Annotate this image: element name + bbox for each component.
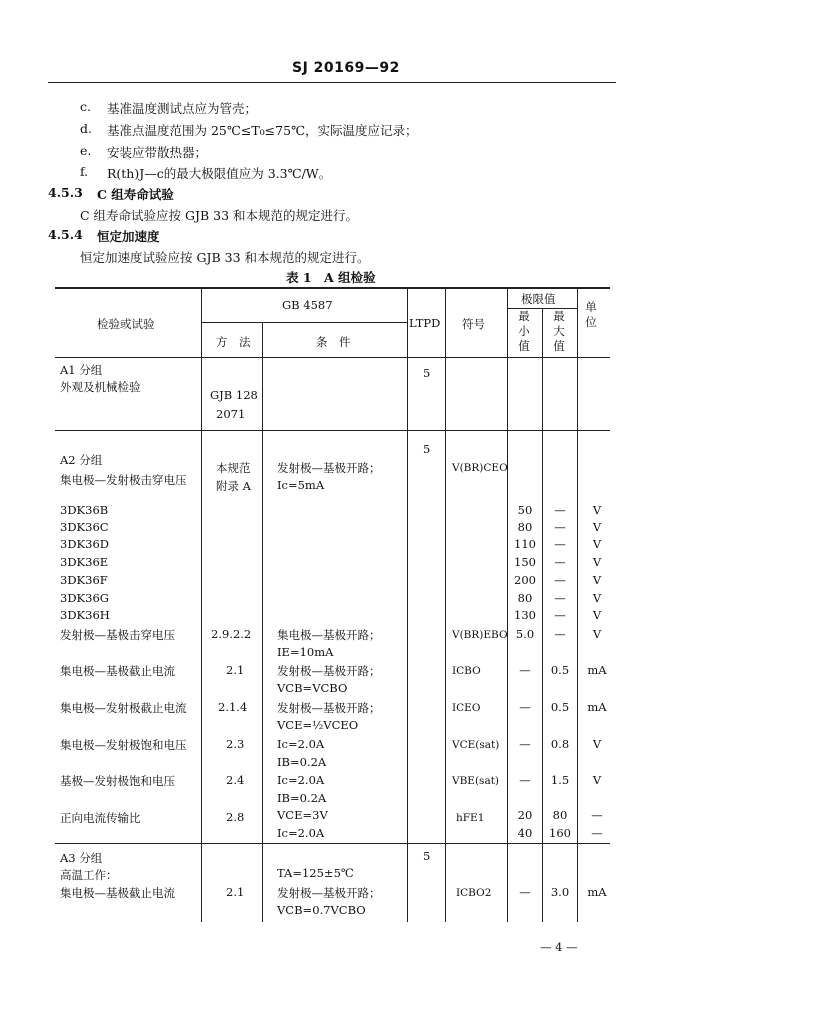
- icbo-unit: mA: [587, 663, 607, 677]
- type-3dk36d-unit: V: [592, 537, 602, 551]
- item-c-mark: c.: [80, 99, 91, 114]
- iceo-cond-2: VCE=½VCEO: [277, 718, 359, 732]
- bvebo-symbol: V(BR)EBO: [452, 629, 508, 641]
- type-3dk36d-max: —: [554, 537, 566, 551]
- bvebo-name: 发射极—基极击穿电压: [60, 628, 175, 642]
- vbesat-unit: V: [592, 773, 602, 787]
- icbo-cond-2: VCB=VCBO: [277, 681, 348, 695]
- header-unit: 单位: [585, 300, 597, 329]
- vbesat-min: —: [519, 773, 531, 787]
- vcesat-cond-1: Ic=2.0A: [277, 737, 325, 751]
- iceo-unit: mA: [587, 700, 607, 714]
- vcesat-cond-2: IB=0.2A: [277, 755, 327, 769]
- section-453-body: C 组寿命试验应按 GJB 33 和本规范的规定进行。: [80, 208, 359, 223]
- iceo-min: —: [519, 700, 531, 714]
- bvebo-method: 2.9.2.2: [211, 627, 252, 641]
- item-e-mark: e.: [80, 143, 92, 158]
- type-3dk36e-max: —: [554, 555, 566, 569]
- type-3dk36e-unit: V: [592, 555, 602, 569]
- vcesat-name: 集电极—发射极饱和电压: [60, 738, 187, 752]
- col-divider: [262, 322, 263, 922]
- bvceo-symbol: V(BR)CEO: [452, 462, 508, 474]
- vbesat-cond-1: Ic=2.0A: [277, 773, 325, 787]
- vcesat-symbol: VCE(sat): [452, 739, 500, 751]
- type-3dk36b-min: 50: [517, 503, 533, 517]
- header-max: 最大值: [553, 309, 565, 353]
- bvebo-min: 5.0: [515, 627, 535, 641]
- vcesat-max: 0.8: [550, 737, 570, 751]
- header-test: 检验或试验: [97, 317, 155, 331]
- col-divider: [577, 287, 578, 922]
- hfe-cond-1: VCE=3V: [277, 808, 328, 822]
- section-454-number: 4.5.4: [48, 227, 83, 242]
- type-3dk36f: 3DK36F: [60, 573, 108, 587]
- vcesat-unit: V: [592, 737, 602, 751]
- iceo-name: 集电极—发射极截止电流: [60, 701, 187, 715]
- vbesat-method: 2.4: [226, 773, 245, 787]
- a1-ltpd: 5: [423, 366, 431, 380]
- hfe-min-2: 40: [517, 826, 533, 840]
- a3-temperature-condition: TA=125±5℃: [277, 866, 354, 880]
- a3-icbo-unit: mA: [587, 885, 607, 899]
- type-3dk36b: 3DK36B: [60, 503, 109, 517]
- hfe-symbol: hFE1: [456, 812, 485, 824]
- icbo-name: 集电极—基极截止电流: [60, 664, 175, 678]
- vbesat-cond-2: IB=0.2A: [277, 791, 327, 805]
- type-3dk36h: 3DK36H: [60, 608, 110, 622]
- hfe-method: 2.8: [226, 810, 245, 824]
- a3-group: A3 分组: [60, 851, 103, 865]
- bvebo-cond-2: IE=10mA: [277, 645, 334, 659]
- a3-subheading: 高温工作：: [60, 868, 118, 882]
- a3-icbo-cond-1: 发射极—基极开路；: [277, 886, 381, 900]
- type-3dk36f-max: —: [554, 573, 566, 587]
- type-3dk36g-unit: V: [592, 591, 602, 605]
- iceo-method: 2.1.4: [218, 700, 248, 714]
- type-3dk36h-min: 130: [514, 608, 536, 622]
- gb-subheader-rule: [202, 322, 407, 323]
- a1-bottom-rule: [55, 430, 610, 431]
- header-condition: 条 件: [316, 335, 351, 349]
- hfe-min-1: 20: [517, 808, 533, 822]
- icbo-max: 0.5: [550, 663, 570, 677]
- bvebo-unit: V: [592, 627, 602, 641]
- header-ltpd: LTPD: [409, 316, 441, 330]
- header-symbol: 符号: [462, 317, 485, 331]
- type-3dk36b-unit: V: [592, 503, 602, 517]
- icbo-min: —: [519, 663, 531, 677]
- type-3dk36g-min: 80: [517, 591, 533, 605]
- bvceo-cond-1: 发射极—基极开路；: [277, 461, 381, 475]
- a3-ltpd: 5: [423, 849, 431, 863]
- item-f-mark: f.: [80, 164, 89, 179]
- a2-ltpd: 5: [423, 442, 431, 456]
- section-454-body: 恒定加速度试验应按 GJB 33 和本规范的规定进行。: [80, 250, 370, 265]
- vbesat-symbol: VBE(sat): [452, 775, 500, 787]
- a1-method-1: GJB 128: [210, 388, 258, 402]
- a1-method-2: 2071: [216, 407, 246, 421]
- type-3dk36b-max: —: [554, 503, 566, 517]
- type-3dk36h-unit: V: [592, 608, 602, 622]
- bvebo-cond-1: 集电极—基极开路；: [277, 628, 381, 642]
- header-gb: GB 4587: [282, 298, 333, 312]
- type-3dk36g: 3DK36G: [60, 591, 109, 605]
- type-3dk36c-min: 80: [517, 520, 533, 534]
- a3-icbo-symbol: ICBO2: [456, 887, 492, 899]
- type-3dk36e: 3DK36E: [60, 555, 109, 569]
- type-3dk36g-max: —: [554, 591, 566, 605]
- hfe-unit-2: —: [591, 826, 603, 840]
- type-3dk36h-max: —: [554, 608, 566, 622]
- iceo-symbol: ICEO: [452, 702, 481, 714]
- icbo-symbol: ICBO: [452, 665, 481, 677]
- vbesat-max: 1.5: [550, 773, 570, 787]
- item-e-text: 安装应带散热器；: [107, 145, 208, 160]
- a3-icbo-min: —: [519, 885, 531, 899]
- section-453-number: 4.5.3: [48, 185, 83, 200]
- a1-name: 外观及机械检验: [60, 380, 141, 394]
- item-d-text: 基准点温度范围为 25℃≤T₀≤75℃，实际温度应记录；: [107, 123, 418, 138]
- type-3dk36d-min: 110: [514, 537, 536, 551]
- iceo-cond-1: 发射极—基极开路；: [277, 701, 381, 715]
- a1-group: A1 分组: [60, 363, 103, 377]
- bvceo-method-1: 本规范: [216, 461, 251, 475]
- table-top-rule: [55, 287, 610, 289]
- header-rule: [48, 82, 616, 83]
- bvceo-cond-2: Ic=5mA: [277, 478, 325, 492]
- a3-icbo-cond-2: VCB=0.7VCBO: [277, 903, 366, 917]
- header-bottom-rule: [55, 357, 610, 358]
- hfe-name: 正向电流传输比: [60, 811, 141, 825]
- bvceo-method-2: 附录 A: [216, 479, 251, 493]
- a3-icbo-method: 2.1: [226, 885, 245, 899]
- page-number: — 4 —: [540, 940, 578, 954]
- icbo-method: 2.1: [226, 663, 245, 677]
- a3-icbo-name: 集电极—基极截止电流: [60, 886, 175, 900]
- bvceo-name: 集电极—发射极击穿电压: [60, 473, 187, 487]
- col-divider: [445, 287, 446, 922]
- type-3dk36c-unit: V: [592, 520, 602, 534]
- hfe-cond-2: Ic=2.0A: [277, 826, 325, 840]
- type-3dk36d: 3DK36D: [60, 537, 109, 551]
- type-3dk36f-min: 200: [514, 573, 536, 587]
- document-code: SJ 20169—92: [292, 60, 400, 76]
- type-3dk36c: 3DK36C: [60, 520, 109, 534]
- vcesat-min: —: [519, 737, 531, 751]
- header-limits: 极限值: [521, 292, 556, 306]
- hfe-max-2: 160: [549, 826, 571, 840]
- col-divider: [201, 287, 202, 922]
- col-divider: [407, 287, 408, 922]
- item-c-text: 基准温度测试点应为管壳；: [107, 101, 258, 116]
- a3-icbo-max: 3.0: [550, 885, 570, 899]
- type-3dk36f-unit: V: [592, 573, 602, 587]
- header-min: 最小值: [518, 309, 530, 353]
- type-3dk36c-max: —: [554, 520, 566, 534]
- item-d-mark: d.: [80, 121, 92, 136]
- section-454-title: 恒定加速度: [97, 229, 160, 244]
- hfe-max-1: 80: [552, 808, 568, 822]
- vcesat-method: 2.3: [226, 737, 245, 751]
- section-453-title: C 组寿命试验: [97, 187, 174, 202]
- bvebo-max: —: [554, 627, 566, 641]
- a2-group: A2 分组: [60, 453, 103, 467]
- table-title: 表 1 A 组检验: [286, 270, 376, 285]
- type-3dk36e-min: 150: [514, 555, 536, 569]
- a2-bottom-rule: [55, 843, 610, 844]
- hfe-unit-1: —: [591, 808, 603, 822]
- header-method: 方 法: [216, 335, 251, 349]
- iceo-max: 0.5: [550, 700, 570, 714]
- item-f-text: R(th)J—c的最大极限值应为 3.3℃/W。: [107, 166, 332, 181]
- icbo-cond-1: 发射极—基极开路；: [277, 664, 381, 678]
- vbesat-name: 基极—发射极饱和电压: [60, 774, 175, 788]
